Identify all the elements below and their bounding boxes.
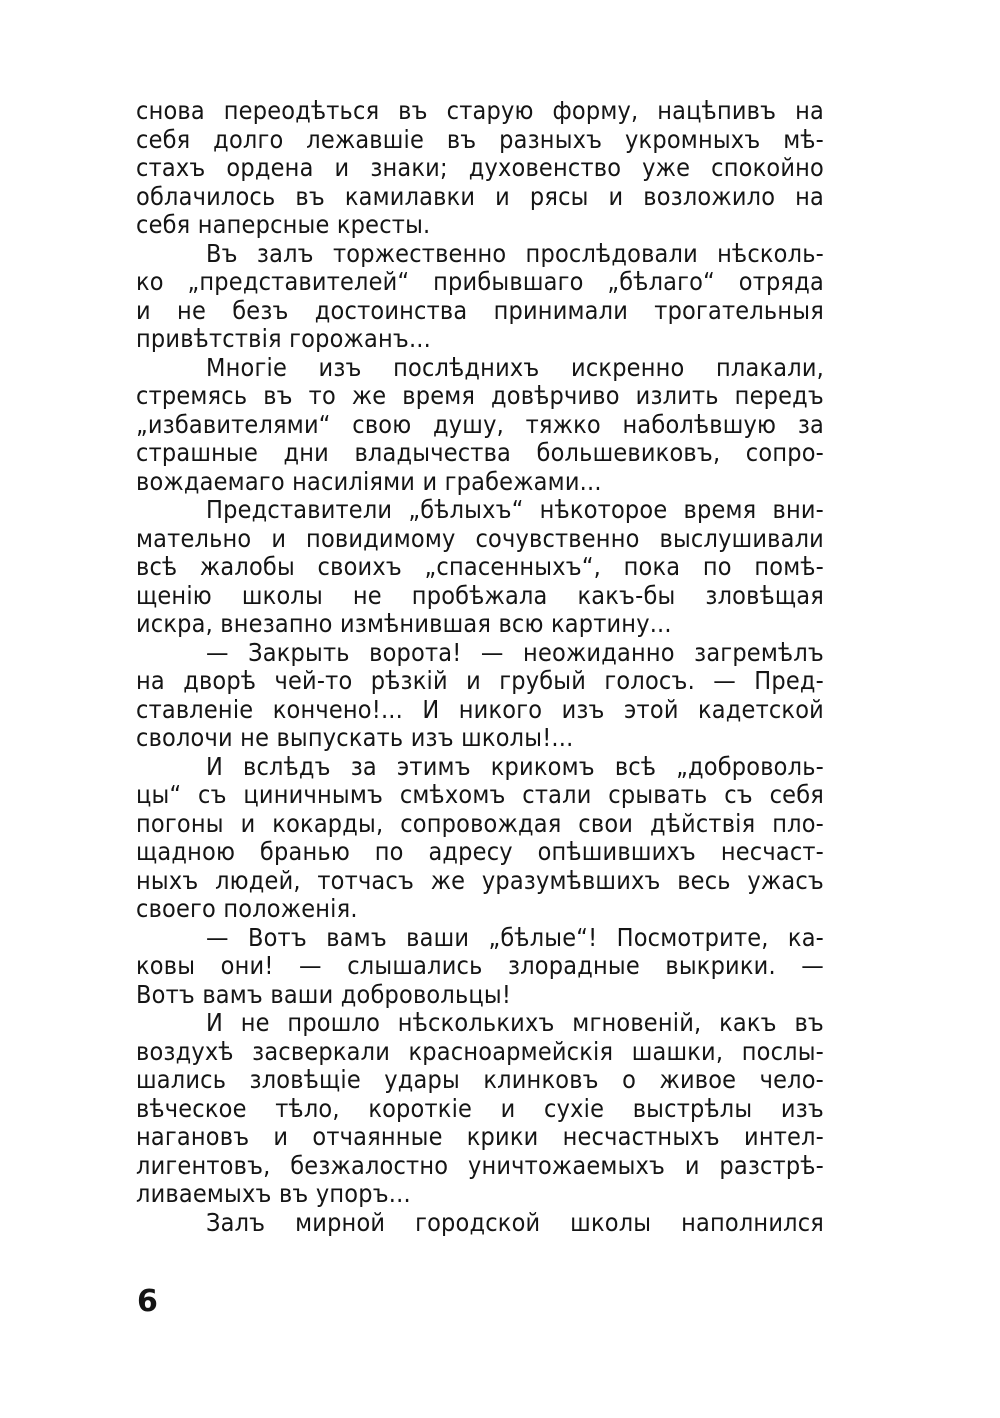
- page-number: 6: [137, 1284, 158, 1319]
- text-line: ливаемыхъ въ упоръ...: [136, 1179, 411, 1208]
- text-line: ныхъ людей, тотчасъ же уразумѣвшихъ весь ужасъ: [136, 865, 824, 895]
- text-line: Представители „бѣлыхъ“ нѣкоторое время вни-: [206, 495, 824, 524]
- text-line: Залъ мирной городской школы наполнился: [206, 1207, 824, 1237]
- text-line: — Вотъ вамъ ваши „бѣлые“! Посмотрите, ка-: [206, 922, 824, 952]
- text-line: мательно и повидимому сочувственно выслушивали: [136, 523, 824, 553]
- text-line: сволочи не выпускать изъ школы!...: [136, 723, 574, 752]
- body-text: [136, 97, 824, 1237]
- text-line: снова переодѣться въ старую форму, нацѣпивъ на: [136, 96, 824, 125]
- text-line: щадною бранью по адресу опѣшившихъ несчаст-: [136, 837, 824, 866]
- text-line: погоны и кокарды, сопровождая свои дѣйствія пло-: [136, 808, 824, 838]
- text-line: вождаемаго насиліями и грабежами...: [136, 466, 602, 496]
- text-line: И вслѣдъ за этимъ крикомъ всѣ „доброволь-: [206, 751, 824, 781]
- text-line: Въ залъ торжественно прослѣдовали нѣсколь-: [206, 238, 824, 268]
- text-line: — Закрыть ворота! — неожиданно загремѣлъ: [206, 637, 824, 667]
- text-line: стахъ ордена и знаки; духовенство уже спокойно: [136, 153, 824, 182]
- text-line: и не безъ достоинства принимали трогательныя: [136, 295, 824, 325]
- text-line: нагановъ и отчаянные крики несчастныхъ интел-: [136, 1122, 824, 1151]
- text-line: страшные дни владычества большевиковъ, сопро-: [136, 438, 824, 467]
- text-line: ставленіе кончено!... И никого изъ этой кадетской: [136, 694, 824, 724]
- text-line: себя наперсные кресты.: [136, 210, 431, 239]
- text-line: ко „представителей“ прибывшаго „бѣлаго“ отряда: [136, 267, 824, 296]
- text-line: на дворѣ чей-то рѣзкій и грубый голосъ. — Пред-: [136, 666, 824, 695]
- text-line: искра, внезапно измѣнившая всю картину...: [136, 609, 672, 638]
- text-line: „избавителями“ свою душу, тяжко наболѣвшую за: [136, 409, 824, 439]
- text-line: облачилось въ камилавки и рясы и возложило на: [136, 181, 824, 211]
- text-line: лигентовъ, безжалостно уничтожаемыхъ и разстрѣ-: [136, 1150, 824, 1180]
- text-line: Многіе изъ послѣднихъ искренно плакали,: [206, 352, 824, 382]
- text-line: стремясь въ то же время довѣрчиво излить передъ: [136, 381, 824, 410]
- text-line: своего положенія.: [136, 894, 358, 923]
- text-line: себя долго лежавшіе въ разныхъ укромныхъ мѣ-: [136, 124, 824, 154]
- text-line: Вотъ вамъ ваши добровольцы!: [136, 979, 512, 1009]
- text-line: вѣческое тѣло, короткіе и сухіе выстрѣлы изъ: [136, 1093, 824, 1123]
- text-line: И не прошло нѣсколькихъ мгновеній, какъ въ: [206, 1008, 824, 1037]
- text-line: ковы они! — слышались злорадные выкрики. —: [136, 951, 824, 980]
- text-line: привѣтствія горожанъ...: [136, 324, 431, 353]
- text-line: воздухѣ засверкали красноармейскія шашки, послы-: [136, 1036, 824, 1066]
- text-line: цы“ съ циничнымъ смѣхомъ стали срывать съ себя: [136, 780, 824, 809]
- text-line: шались зловѣщіе удары клинковъ о живое чело-: [136, 1065, 824, 1094]
- text-line: щенію школы не пробѣжала какъ-бы зловѣщая: [136, 580, 824, 610]
- text-line: всѣ жалобы своихъ „спасенныхъ“, пока по помѣ-: [136, 552, 824, 581]
